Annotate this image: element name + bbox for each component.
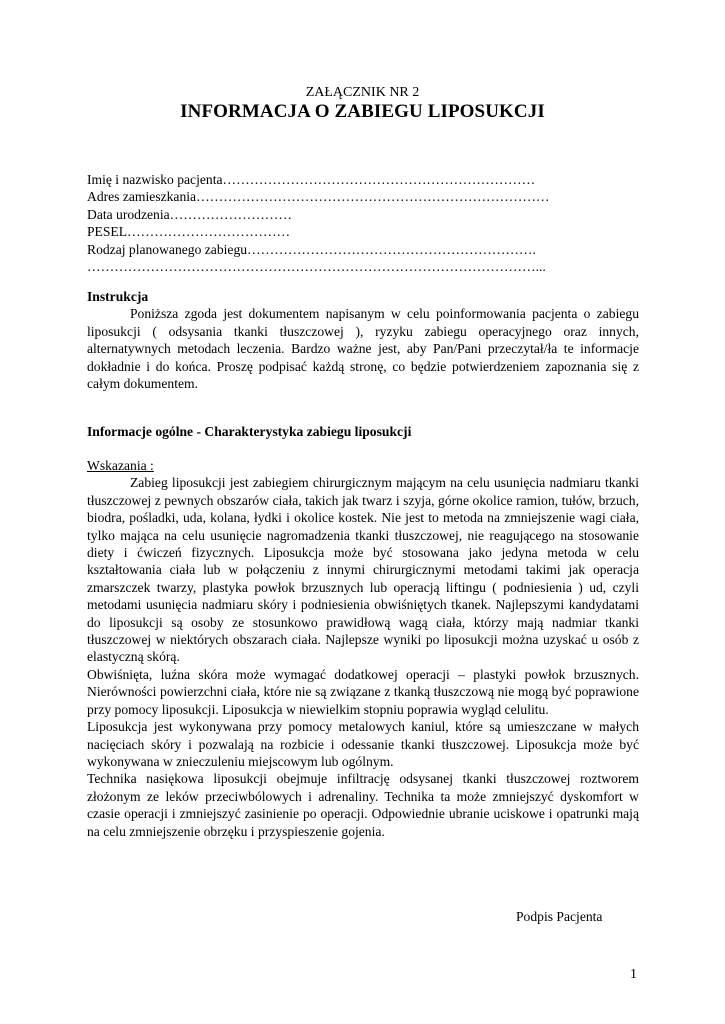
extra-field: ………………………………………………………………………………………... (87, 258, 546, 274)
address-field: Adres zamieszkania…………………………………………………………………… (87, 189, 550, 205)
patient-name-field: Imię i nazwisko pacjenta…………………………………………………………… (87, 172, 536, 187)
page-number: 1 (630, 967, 637, 982)
patient-fields (87, 171, 647, 275)
instruction-text: Poniższa zgoda jest dokumentem napisanym w celu poinformowania pacjenta o zabiegu liposukcji ( odsysania tkanki tłuszczowej ), ryzyku zabiegu operacyjnego oraz innych, alternatywnych metodach leczenia. Bardzo ważne jest, aby Pan/Pani przeczytał/ła te informacje dokładnie i do końca. Proszę podpisać każdą stronę, co będzie potwierdzeniem zapoznania się z całym dokumentem. (87, 306, 639, 392)
indications-paragraph-1: Zabieg liposukcji jest zabiegiem chirurgicznym mającym na celu usunięcia nadmiaru tkanki tłuszczowej z pewnych obszarów ciała, takich jak twarz i szyja, górne okolice ramion, tułów, brzuch, biodra, pośladki, uda, kolana, łydki i okolice kostek. Nie jest to metoda na zmniejszenie wagi ciała, tylko mająca na celu usunięcie nagromadzenia tkanki tłuszczowej, nie reagującego na stosowanie diety i ćwiczeń fizycznych. Liposukcja może być stosowana jako jedyna metoda w celu kształtowania ciała lub w połączeniu z innymi chirurgicznymi metodami takimi jak operacja zmarszczek twarzy, plastyka powłok brzusznych lub operacją liftingu ( podniesienia ) ud, czyli metodami usunięcia nadmiaru skóry i podniesienia obwiśniętych tkanek. Najlepszymi kandydatami do liposukcji są osoby ze stosunkowo prawidłową wagą ciała, którzy mają nadmiar tkanki tłuszczowej w niektórych obszarach ciała. Najlepsze wyniki po liposukcji można uzyskać u osób z elastyczną skórą. (87, 475, 639, 665)
patient-signature-label: Podpis Pacjenta (516, 909, 603, 924)
document-title: INFORMACJA O ZABIEGU LIPOSUKCJI (180, 101, 545, 122)
instruction-heading: Instrukcja (87, 289, 149, 304)
annex-number: ZAŁĄCZNIK NR 2 (305, 85, 420, 100)
indications-label: Wskazania : (87, 458, 154, 473)
pesel-field: PESEL……………………………… (87, 224, 291, 240)
birthdate-field: Data urodzenia……………………… (87, 206, 292, 222)
indications-paragraph-4: Technika nasiękowa liposukcji obejmuje infiltrację odsysanej tkanki tłuszczowej roztworem złożonym ze leków przeciwbólowych i adrenaliny. Technika ta może zmniejszyć dyskomfort w czasie operacji i zmniejszyć zasinienie po operacji. Odpowiednie ubranie uciskowe i opatrunki mają na celu zmniejszenie obrzęku i przyspieszenie gojenia. (87, 771, 639, 839)
procedure-field: Rodzaj planowanego zabiegu………………………………………………………. (87, 241, 536, 257)
general-heading: Informacje ogólne - Charakterystyka zabiegu liposukcji (87, 424, 412, 439)
indications-paragraph-2: Obwiśnięta, luźna skóra może wymagać dodatkowej operacji – plastyki powłok brzusznych. Nierówności powierzchni ciała, które nie są związane z tkanką tłuszczową nie mogą być poprawione przy pomocy liposukcji. Liposukcja w niewielkim stopniu poprawia wygląd celulitu. (87, 666, 639, 717)
instruction-section (87, 288, 639, 392)
general-section (87, 423, 639, 440)
indications-section (87, 457, 639, 840)
indications-paragraph-3: Liposukcja jest wykonywana przy pomocy metalowych kaniul, które są umieszczane w małych nacięciach skóry i pozwalają na rozbicie i odessanie tkanki tłuszczowej. Liposukcja może być wykonywana w znieczuleniu miejscowym lub ogólnym. (87, 719, 639, 769)
